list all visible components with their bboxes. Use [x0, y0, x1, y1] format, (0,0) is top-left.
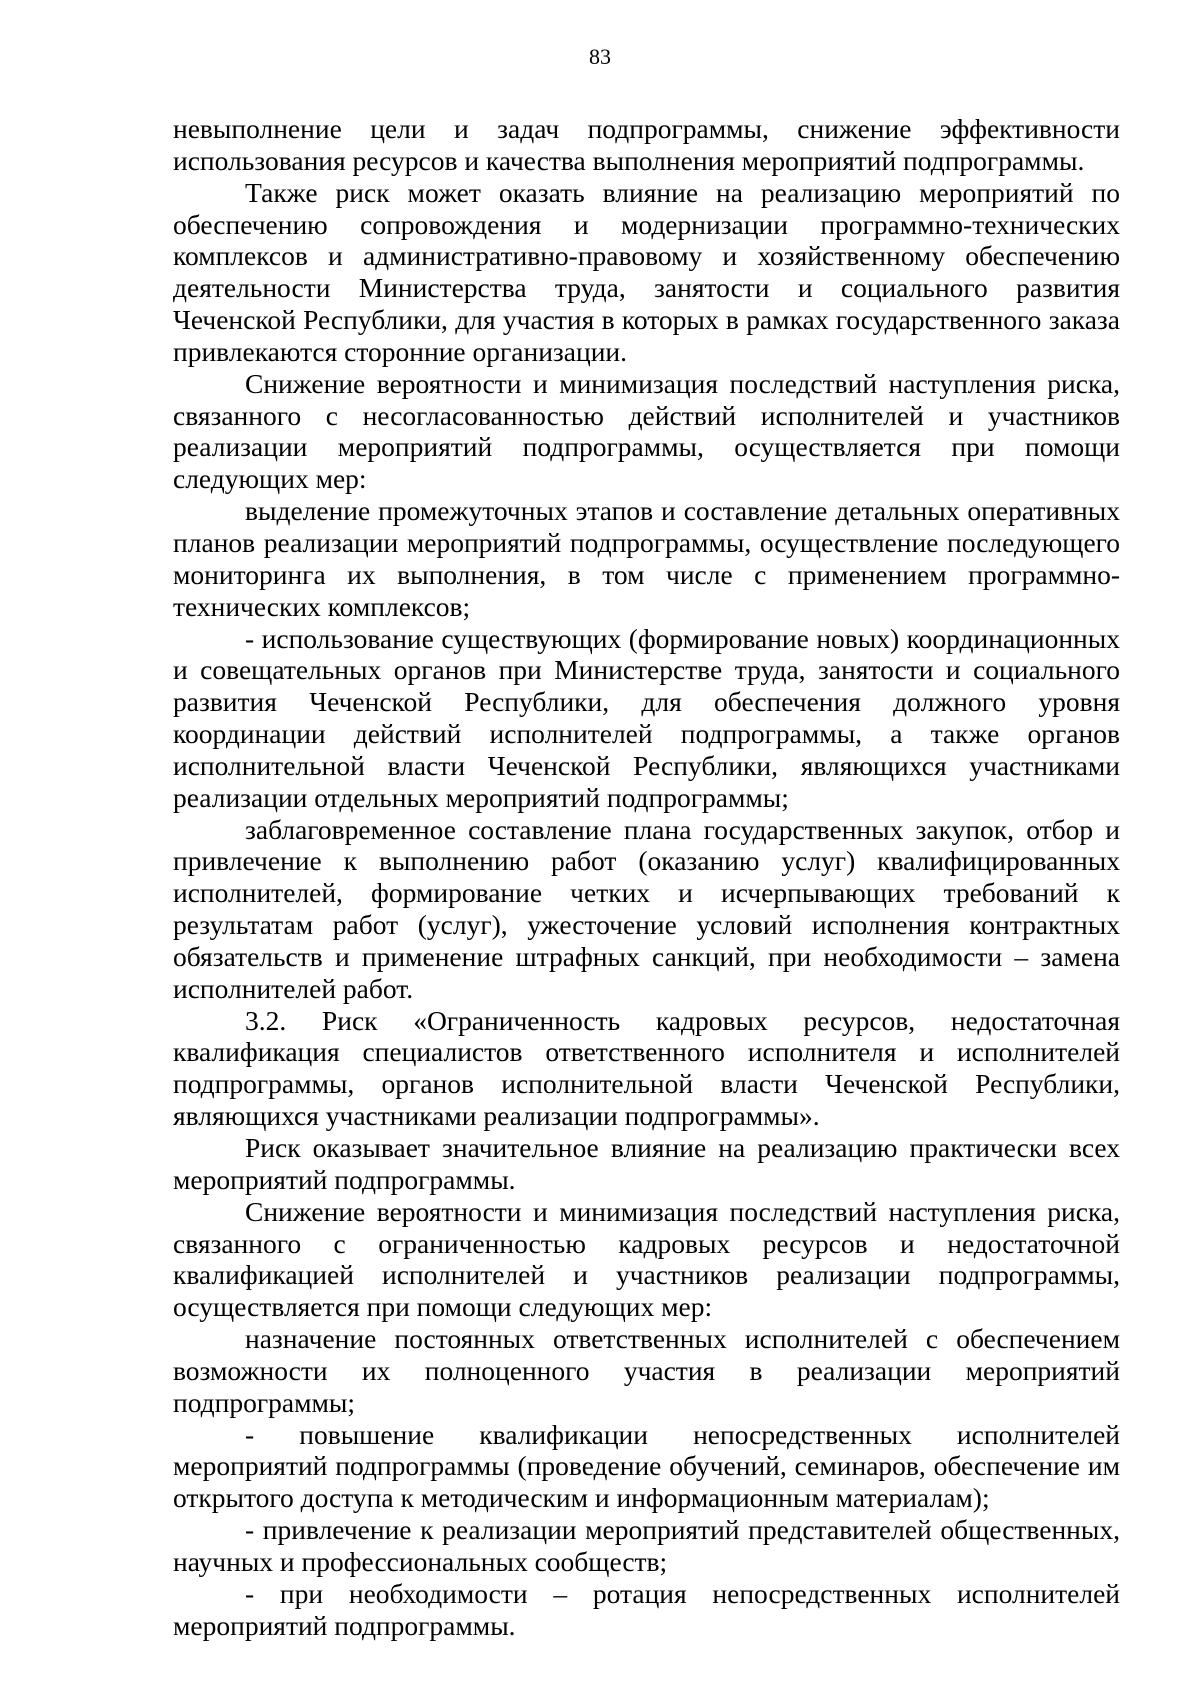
paragraph-measure-procurement: заблаговременное составление плана государственных закупок, отбор и привлечение к выполнению работ (оказанию услуг) квалифицированных исполнителей, формирование четких и исчерпывающих требований к результатам работ (услуг), ужесточение условий исполнения контрактных обязательств и применение штрафных санкций, при необходимости – замена исполнителей работ. [173, 813, 1120, 1004]
paragraph-measure-rotation: - при необходимости – ротация непосредственных исполнителей мероприятий подпрограммы. [173, 1577, 1120, 1641]
paragraph-risk-mitigation-intro-2: Снижение вероятности и минимизация последствий наступления риска, связанного с ограниченностью кадровых ресурсов и недостаточной квалификацией исполнителей и участников реализации подпрограммы, осуществляется при помощи следующих мер: [173, 1195, 1120, 1323]
paragraph-measure-community: - привлечение к реализации мероприятий представителей общественных, научных и профессиональных сообществ; [173, 1514, 1120, 1577]
paragraph-measure-appointment: назначение постоянных ответственных исполнителей с обеспечением возможности их полноценного участия в реализации мероприятий подпрограммы; [173, 1323, 1120, 1418]
paragraph-measure-coordination: - использование существующих (формирование новых) координационных и совещательных органов при Министерстве труда, занятости и социального развития Чеченской Республики, для обеспечения должного уровня координации действий исполнителей подпрограммы, а также органов исполнительной власти Чеченской Республики, являющихся участниками реализации отдельных мероприятий подпрограммы; [173, 622, 1120, 813]
paragraph-measure-stages: выделение промежуточных этапов и составление детальных оперативных планов реализации мероприятий подпрограммы, осуществление последующего мониторинга их выполнения, в том числе с применением программно-технических комплексов; [173, 495, 1120, 622]
paragraph-measure-qualification: - повышение квалификации непосредственных исполнителей мероприятий подпрограммы (проведение обучений, семинаров, обеспечение им открытого доступа к методическим и информационным материалам); [173, 1418, 1120, 1514]
paragraph-risk-mitigation-intro-1: Снижение вероятности и минимизация последствий наступления риска, связанного с несогласованностью действий исполнителей и участников реализации мероприятий подпрограммы, осуществляется при помощи следующих мер: [173, 367, 1120, 495]
document-body [173, 113, 1120, 1642]
paragraph-continuation: невыполнение цели и задач подпрограммы, снижение эффективности использования ресурсов и качества выполнения мероприятий подпрограммы. [173, 113, 1120, 176]
page-number: 83 [589, 44, 611, 69]
paragraph-risk-3-2-heading: 3.2. Риск «Ограниченность кадровых ресурсов, недостаточная квалификация специалистов ответственного исполнителя и исполнителей подпрограммы, органов исполнительной власти Чеченской Республики, являющихся участниками реализации подпрограммы». [173, 1004, 1120, 1132]
paragraph-risk-influence: Также риск может оказать влияние на реализацию мероприятий по обеспечению сопровождения и модернизации программно-технических комплексов и административно-правовому и хозяйственному обеспечению деятельности Министерства труда, занятости и социального развития Чеченской Республики, для участия в которых в рамках государственного заказа привлекаются сторонние организации. [173, 176, 1120, 367]
paragraph-risk-impact: Риск оказывает значительное влияние на реализацию практически всех мероприятий подпрограммы. [173, 1132, 1120, 1195]
